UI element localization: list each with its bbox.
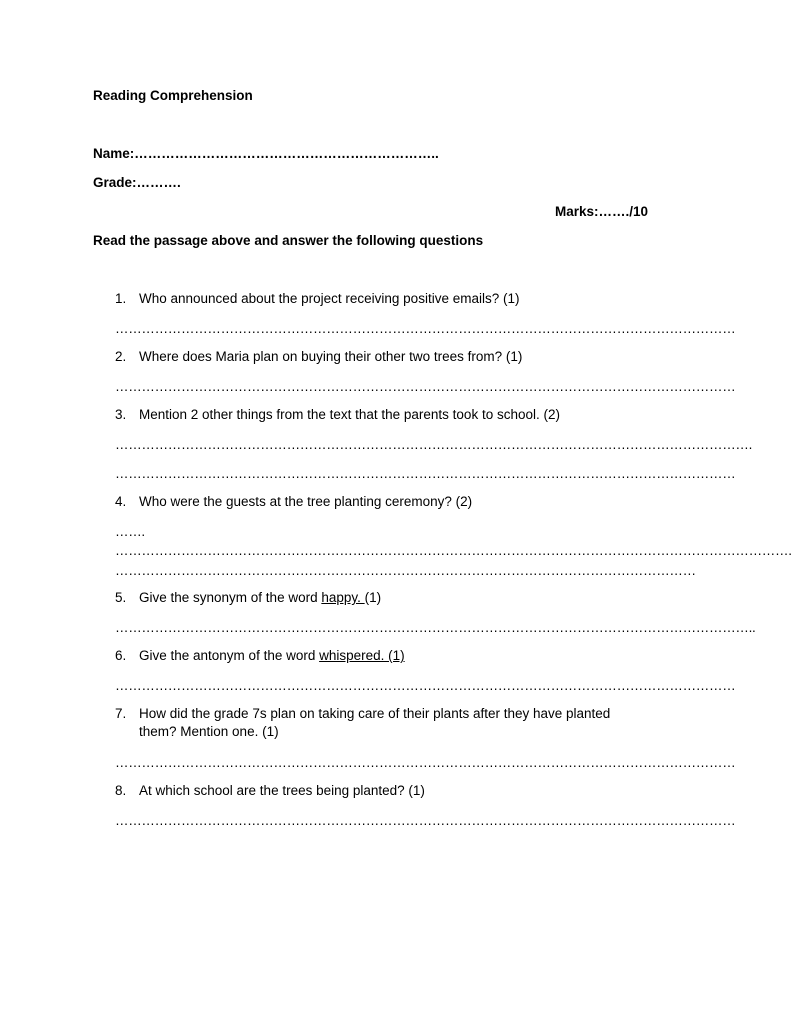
question-text: Mention 2 other things from the text that the parents took to school. (2): [139, 407, 560, 422]
answer-line: ……………………………………………………………………………………………………………………………: [115, 379, 736, 394]
answer-line: …….: [115, 524, 145, 539]
worksheet-title: Reading Comprehension: [93, 88, 253, 103]
answer-line: ……………………………………………………………………………………………………………………………: [115, 678, 736, 693]
question-number: 3.: [115, 407, 127, 422]
question-number: 5.: [115, 590, 127, 605]
question-number: 6.: [115, 648, 127, 663]
question-text-part: (1): [364, 590, 382, 605]
question-number: 7.: [115, 706, 127, 721]
question-text: Who announced about the project receiving positive emails? (1): [139, 291, 520, 306]
question-text: [139, 647, 659, 665]
answer-line: ……………………………………………………………………………………………………………………: [115, 563, 696, 578]
answer-line: ………………………………………………………………………………………………………………………………..: [115, 620, 756, 635]
question-text: [139, 589, 659, 607]
question-number: 4.: [115, 494, 127, 509]
question-text: Where does Maria plan on buying their other two trees from? (1): [139, 349, 523, 364]
instructions: Read the passage above and answer the following questions: [93, 233, 484, 248]
question-text-part: Give the synonym of the word: [139, 590, 322, 605]
answer-line: ……………………………………………………………………………………………………………………………: [115, 755, 736, 770]
underlined-word: whispered. (1): [319, 648, 405, 663]
marks-field: Marks:……./10: [554, 204, 648, 219]
grade-field: Grade:……….: [93, 175, 181, 190]
answer-line: ……………………………………………………………………………………………………………………………………….: [115, 543, 792, 558]
question-number: 8.: [115, 783, 127, 798]
answer-line: ……………………………………………………………………………………………………………………………….: [115, 437, 753, 452]
question-text: How did the grade 7s plan on taking care of their plants after they have planted them? Mention one. (1): [139, 706, 611, 739]
question-text: Who were the guests at the tree planting ceremony? (2): [139, 494, 473, 509]
question-text-part: Give the antonym of the word: [139, 648, 320, 663]
underlined-word: happy.: [321, 590, 365, 605]
question-number: 2.: [115, 349, 127, 364]
question-text: At which school are the trees being planted? (1): [139, 783, 425, 798]
answer-line: ……………………………………………………………………………………………………………………………: [115, 813, 736, 828]
name-field: Name:…………………………………………………………..: [93, 146, 439, 161]
answer-line: ……………………………………………………………………………………………………………………………: [115, 466, 736, 481]
question-number: 1.: [115, 291, 127, 306]
answer-line: ……………………………………………………………………………………………………………………………: [115, 321, 736, 336]
